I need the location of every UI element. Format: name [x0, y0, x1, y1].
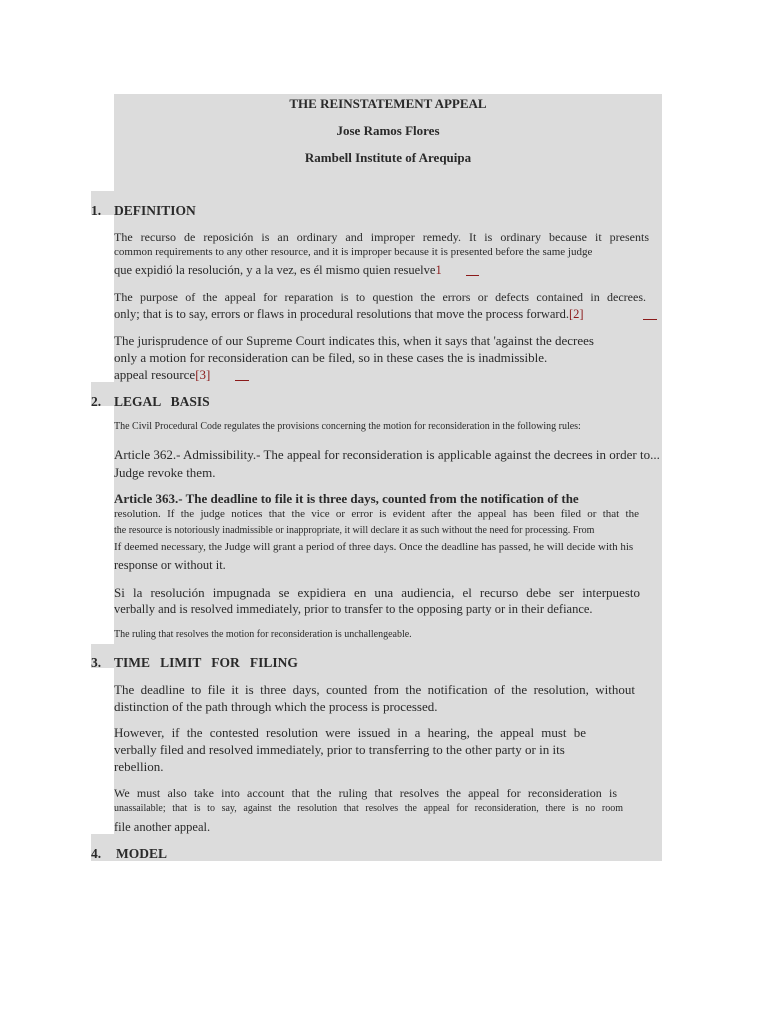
paragraph-line: The deadline to file it is three days, counted from the notification of the resolution, without [114, 682, 635, 697]
paragraph-line: Si la resolución impugnada se expidiera en una audiencia, el recurso debe ser interpuesto [114, 585, 640, 600]
footnote-ref[interactable]: 1 [435, 263, 442, 277]
footnote-ref[interactable]: [3] [195, 367, 211, 382]
paragraph-line: file another appeal. [114, 820, 211, 834]
paragraph-line: common requirements to any other resource, and it is improper because it is presented before the same judge [114, 246, 593, 258]
section-heading-time-limit: TIME LIMIT FOR FILING [114, 655, 298, 670]
document-author: Jose Ramos Flores [336, 123, 440, 138]
article-362-line: Judge revoke them. [114, 465, 216, 480]
paragraph-line: response or without it. [114, 558, 226, 572]
article-363-heading: Article 363.- The deadline to file it is three days, counted from the notification of the [114, 491, 579, 506]
paragraph-line: distinction of the path through which the process is processed. [114, 699, 438, 714]
paragraph-line: que expidió la resolución, y a la vez, es él mismo quien resuelve1 [114, 263, 442, 277]
paragraph-line: The jurisprudence of our Supreme Court indicates this, when it says that 'against the decrees [114, 333, 594, 348]
section-number: 2. [91, 394, 102, 409]
paragraph-line: only a motion for reconsideration can be filed, so in these cases the is inadmissible. [114, 350, 548, 365]
paragraph-line: the resource is notoriously inadmissible or inappropriate, it will declare it as such without the need for processing. From [114, 525, 595, 536]
paragraph-line: The ruling that resolves the motion for reconsideration is unchallengeable. [114, 629, 412, 640]
paragraph-line: appeal resource[3] [114, 367, 211, 382]
section-number: 3. [91, 655, 102, 670]
footnote-ref[interactable]: [2] [568, 307, 584, 321]
paragraph-line: The purpose of the appeal for reparation is to question the errors or defects contained in decrees. [114, 290, 646, 304]
article-362-line: Article 362.- Admissibility.- The appeal for reconsideration is applicable against the decrees in order to... [114, 447, 660, 462]
document-institution: Rambell Institute of Arequipa [304, 150, 472, 165]
section-number: 4. [91, 846, 102, 861]
paragraph-line: The recurso de reposición is an ordinary and improper remedy. It is ordinary because it presents [114, 230, 649, 244]
paragraph-line: unassailable; that is to say, against the resolution that resolves the appeal for reconsideration, there is no room [114, 803, 623, 814]
paragraph-line: only; that is to say, errors or flaws in procedural resolutions that move the process forward.[2] [114, 307, 584, 321]
footnote-underline [235, 380, 249, 381]
paragraph-line: The Civil Procedural Code regulates the provisions concerning the motion for reconsideration in the following rules: [114, 421, 581, 432]
paragraph-line: However, if the contested resolution were issued in a hearing, the appeal must be [114, 725, 586, 740]
section-heading-definition: DEFINITION [114, 203, 196, 218]
footnote-underline [643, 319, 657, 320]
paragraph-line: If deemed necessary, the Judge will grant a period of three days. Once the deadline has passed, he will decide with his [114, 541, 634, 553]
document-title: THE REINSTATEMENT APPEAL [289, 96, 487, 111]
paragraph-line: rebellion. [114, 759, 164, 774]
section-heading-legal-basis: LEGAL BASIS [114, 394, 210, 409]
section-number: 1. [91, 203, 102, 218]
paragraph-line: We must also take into account that the ruling that resolves the appeal for reconsideration is [114, 786, 617, 800]
footnote-underline [466, 275, 479, 276]
paragraph-line: resolution. If the judge notices that the vice or error is evident after the appeal has been filed or that the [114, 508, 639, 520]
section-heading-model: MODEL [116, 846, 168, 861]
paragraph-line: verbally filed and resolved immediately, prior to transferring to the other party or in its [114, 742, 565, 757]
paragraph-line: verbally and is resolved immediately, prior to transfer to the opposing party or in their defiance. [114, 602, 593, 616]
